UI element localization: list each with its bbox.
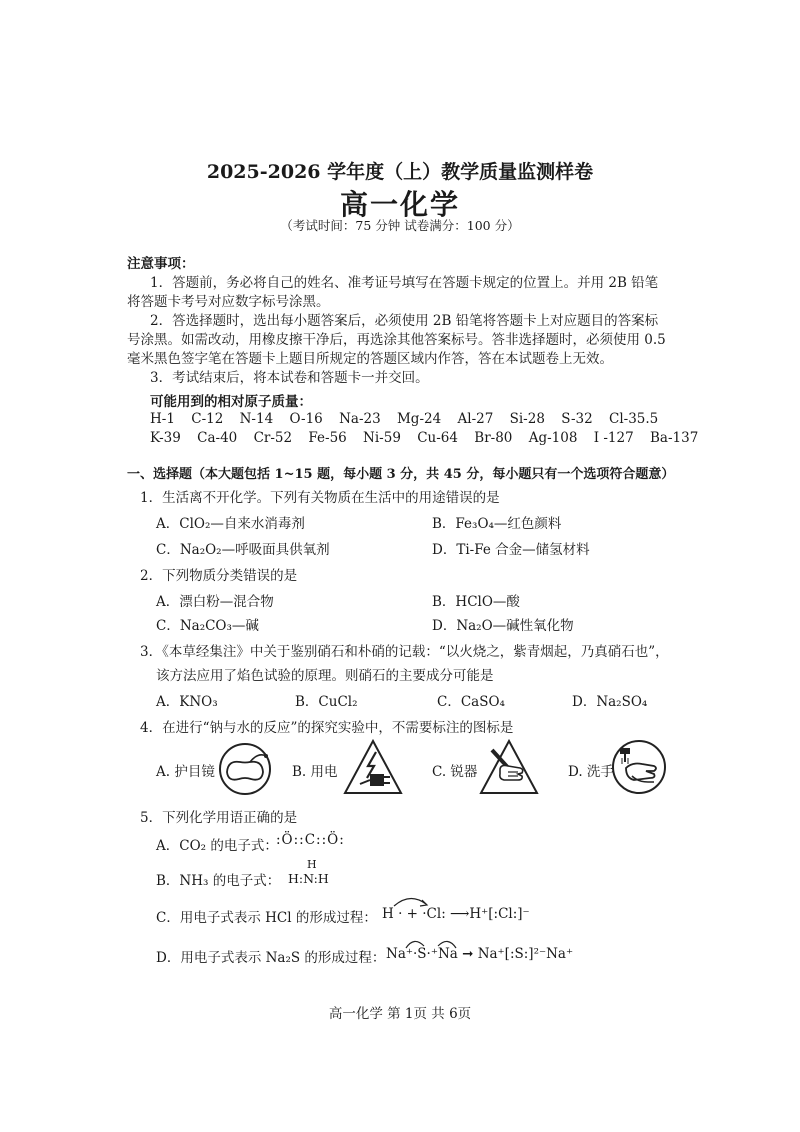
atomic-mass: Al-27 bbox=[457, 411, 494, 427]
question-stem: 1．生活离不开化学。下列有关物质在生活中的用途错误的是 bbox=[140, 490, 500, 506]
atomic-mass: Cl-35.5 bbox=[609, 411, 659, 427]
option-c: C．Na₂O₂—呼吸面具供氧剂 bbox=[156, 542, 330, 558]
atomic-mass-row-1 bbox=[150, 411, 670, 427]
question-stem: 5．下列化学用语正确的是 bbox=[140, 810, 298, 826]
option-a: A．漂白粉—混合物 bbox=[156, 594, 274, 610]
nh3-electron-formula: H:N:H bbox=[288, 871, 329, 886]
notice-line: 3．考试结束后，将本试卷和答题卡一并交回。 bbox=[150, 370, 429, 386]
atomic-mass: Na-23 bbox=[339, 411, 381, 427]
atomic-mass: K-39 bbox=[150, 430, 181, 446]
question-stem: 3．《本草经集注》中关于鉴别硝石和朴硝的记载：“以火烧之，紫青烟起，乃真硝石也”， bbox=[140, 644, 669, 660]
atomic-mass: Br-80 bbox=[474, 430, 513, 446]
question-stem-continued: 该方法应用了焰色试验的原理。则硝石的主要成分可能是 bbox=[156, 668, 494, 684]
section-heading: 一、选择题（本大题包括 1~15 题，每小题 3 分，共 45 分，每小题只有一个选项符合题意） bbox=[127, 467, 675, 482]
notice-line: 将答题卡考号对应数字标号涂黑。 bbox=[127, 294, 330, 310]
sharp-object-icon bbox=[478, 738, 540, 796]
option-c: C．Na₂CO₃—碱 bbox=[156, 618, 259, 634]
co2-electron-formula: :Ö::C::Ö: bbox=[276, 832, 345, 848]
atomic-mass: Cr-52 bbox=[253, 430, 293, 446]
atomic-mass: S-32 bbox=[561, 411, 593, 427]
atomic-mass: I -127 bbox=[593, 430, 634, 446]
hand-washing-icon bbox=[610, 738, 668, 796]
atomic-mass: N-14 bbox=[239, 411, 274, 427]
question-stem: 4．在进行“钠与水的反应”的探究实验中，不需要标注的图标是 bbox=[140, 720, 514, 736]
notice-line: 2．答选择题时，选出每小题答案后，必须使用 2B 铅笔将答题卡上对应题目的答案标 bbox=[150, 313, 659, 329]
atomic-mass: H-1 bbox=[150, 411, 175, 427]
nh3-electron-formula-top: H bbox=[307, 858, 317, 871]
option-d: D．用电子式表示 Na₂S 的形成过程： bbox=[156, 950, 386, 966]
paper-title: 2025-2026 学年度（上）教学质量监测样卷 bbox=[206, 161, 594, 183]
atomic-mass: Ag-108 bbox=[528, 430, 578, 446]
atomic-mass: Fe-56 bbox=[308, 430, 347, 446]
notice-line: 1．答题前，务必将自己的姓名、准考证号填写在答题卡规定的位置上。并用 2B 铅笔 bbox=[150, 275, 659, 291]
atomic-mass: Si-28 bbox=[509, 411, 545, 427]
option-d: D. 洗手 bbox=[568, 764, 614, 780]
option-c: C. 锐器 bbox=[432, 764, 478, 780]
atomic-mass: Ba-137 bbox=[649, 430, 699, 446]
notice-line: 号涂黑。如需改动，用橡皮擦干净后，再选涂其他答案标号。答非选择题时，必须使用 0.5 bbox=[127, 332, 666, 348]
option-b: B．Fe₃O₄—红色颜料 bbox=[432, 516, 562, 532]
atomic-mass-row-2 bbox=[150, 430, 710, 446]
option-a: A. 护目镜 bbox=[156, 764, 215, 780]
exam-info: （考试时间：75 分钟 试卷满分：100 分） bbox=[280, 218, 520, 233]
notice-heading: 注意事项： bbox=[127, 256, 195, 272]
option-b: B．NH₃ 的电子式： bbox=[156, 873, 281, 889]
electricity-icon bbox=[342, 738, 404, 796]
option-d: D．Ti-Fe 合金—储氢材料 bbox=[432, 542, 590, 558]
option-a: A．ClO₂—自来水消毒剂 bbox=[156, 516, 305, 532]
option-b: B．CuCl₂ bbox=[295, 694, 358, 710]
question-stem: 2．下列物质分类错误的是 bbox=[140, 568, 298, 584]
option-c: C．用电子式表示 HCl 的形成过程： bbox=[156, 910, 377, 926]
option-a: A．CO₂ 的电子式： bbox=[156, 838, 278, 854]
option-a: A．KNO₃ bbox=[156, 694, 218, 710]
atomic-mass: Ca-40 bbox=[197, 430, 238, 446]
atomic-mass: Cu-64 bbox=[417, 430, 458, 446]
option-b: B．HClO—酸 bbox=[432, 594, 520, 610]
atomic-mass: Mg-24 bbox=[396, 411, 442, 427]
option-b: B. 用电 bbox=[292, 764, 338, 780]
atomic-mass: O-16 bbox=[289, 411, 323, 427]
atomic-mass: Ni-59 bbox=[363, 430, 401, 446]
option-d: D．Na₂O—碱性氧化物 bbox=[432, 618, 574, 634]
page-footer: 高一化学 第 1页 共 6页 bbox=[328, 1006, 472, 1022]
na2s-formation-formula: Na⁺·S·⁺Na ➞ Na⁺[:S:]²⁻Na⁺ bbox=[386, 946, 574, 962]
hcl-formation-formula: H · + ·Cl: ⟶H⁺[:Cl:]⁻ bbox=[382, 906, 530, 922]
goggles-icon bbox=[218, 742, 272, 796]
option-c: C．CaSO₄ bbox=[437, 694, 505, 710]
atomic-mass-heading: 可能用到的相对原子质量： bbox=[150, 394, 312, 410]
atomic-mass: C-12 bbox=[191, 411, 224, 427]
notice-line: 毫米黑色签字笔在答题卡上题目所规定的答题区域内作答，答在本试题卷上无效。 bbox=[127, 351, 613, 367]
option-d: D．Na₂SO₄ bbox=[572, 694, 648, 710]
subject-title: 高一化学 bbox=[339, 188, 460, 221]
